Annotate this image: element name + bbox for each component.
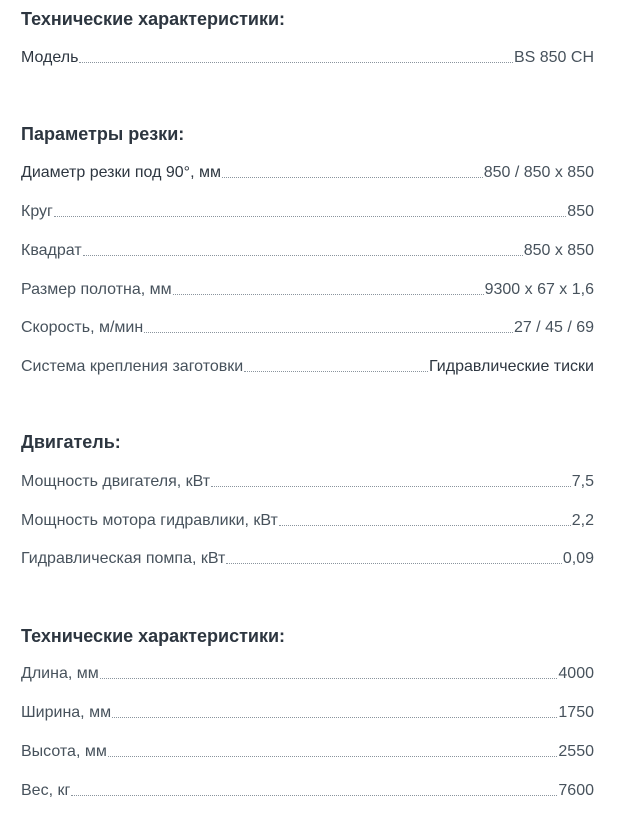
dot-leader [222, 177, 483, 178]
dot-leader [211, 486, 571, 487]
spec-label: Длина, мм [21, 665, 99, 682]
spec-value: 850 [567, 203, 594, 220]
spec-label: Ширина, мм [21, 704, 112, 721]
dot-leader [173, 294, 484, 295]
dot-leader [112, 717, 557, 718]
dot-leader [71, 795, 557, 796]
spec-row-speed [21, 317, 594, 339]
spec-label: Диаметр резки под 90°, мм [21, 164, 221, 181]
spec-value: 27 / 45 / 69 [513, 319, 594, 336]
section-heading-tech-specs-dimensions: Технические характеристики: [21, 626, 286, 646]
dot-leader [144, 332, 513, 333]
spec-row-hydraulic-pump [21, 548, 594, 570]
spec-value: 850 / 850 x 850 [483, 164, 594, 181]
dot-leader [108, 756, 558, 757]
spec-row-width [21, 702, 594, 724]
spec-label: Размер полотна, мм [21, 281, 172, 298]
spec-label: Гидравлическая помпа, кВт [21, 550, 226, 567]
spec-label: Квадрат [21, 242, 82, 259]
spec-value: 850 x 850 [523, 242, 594, 259]
spec-label: Система крепления заготовки [21, 358, 244, 375]
spec-label: Мощность мотора гидравлики, кВт [21, 512, 278, 529]
spec-value: 0,09 [562, 550, 594, 567]
spec-value: 9300 x 67 x 1,6 [484, 281, 594, 298]
dot-leader [54, 216, 566, 217]
section-heading-cutting-params: Параметры резки: [21, 124, 185, 144]
dot-leader [79, 62, 513, 63]
spec-value: 2,2 [571, 512, 594, 529]
section-heading-tech-specs: Технические характеристики: [21, 9, 286, 29]
spec-label: Скорость, м/мин [21, 319, 144, 336]
dot-leader [100, 678, 558, 679]
spec-row-cutting-diameter [21, 162, 594, 184]
spec-value: 1750 [558, 704, 594, 721]
spec-value: 2550 [558, 743, 594, 760]
spec-row-weight [21, 780, 594, 802]
dot-leader [279, 525, 571, 526]
spec-row-model [21, 47, 594, 69]
section-heading-motor: Двигатель: [21, 432, 121, 452]
spec-value: BS 850 CH [513, 49, 594, 66]
spec-row-round [21, 201, 594, 223]
spec-value: 7,5 [571, 473, 594, 490]
spec-label: Круг [21, 203, 53, 220]
spec-row-height [21, 741, 594, 763]
spec-row-hydraulic-motor-power [21, 510, 594, 532]
spec-value: 4000 [558, 665, 594, 682]
spec-label: Мощность двигателя, кВт [21, 473, 211, 490]
spec-value: 7600 [558, 782, 594, 799]
spec-label: Модель [21, 49, 79, 66]
spec-row-blade-size [21, 279, 594, 301]
dot-leader [244, 371, 428, 372]
spec-row-motor-power [21, 471, 594, 493]
spec-row-length [21, 663, 594, 685]
spec-label: Высота, мм [21, 743, 107, 760]
spec-value: Гидравлические тиски [429, 358, 594, 375]
spec-row-clamping-system [21, 356, 594, 378]
dot-leader [226, 563, 562, 564]
dot-leader [83, 255, 523, 256]
spec-row-square [21, 240, 594, 262]
spec-label: Вес, кг [21, 782, 71, 799]
